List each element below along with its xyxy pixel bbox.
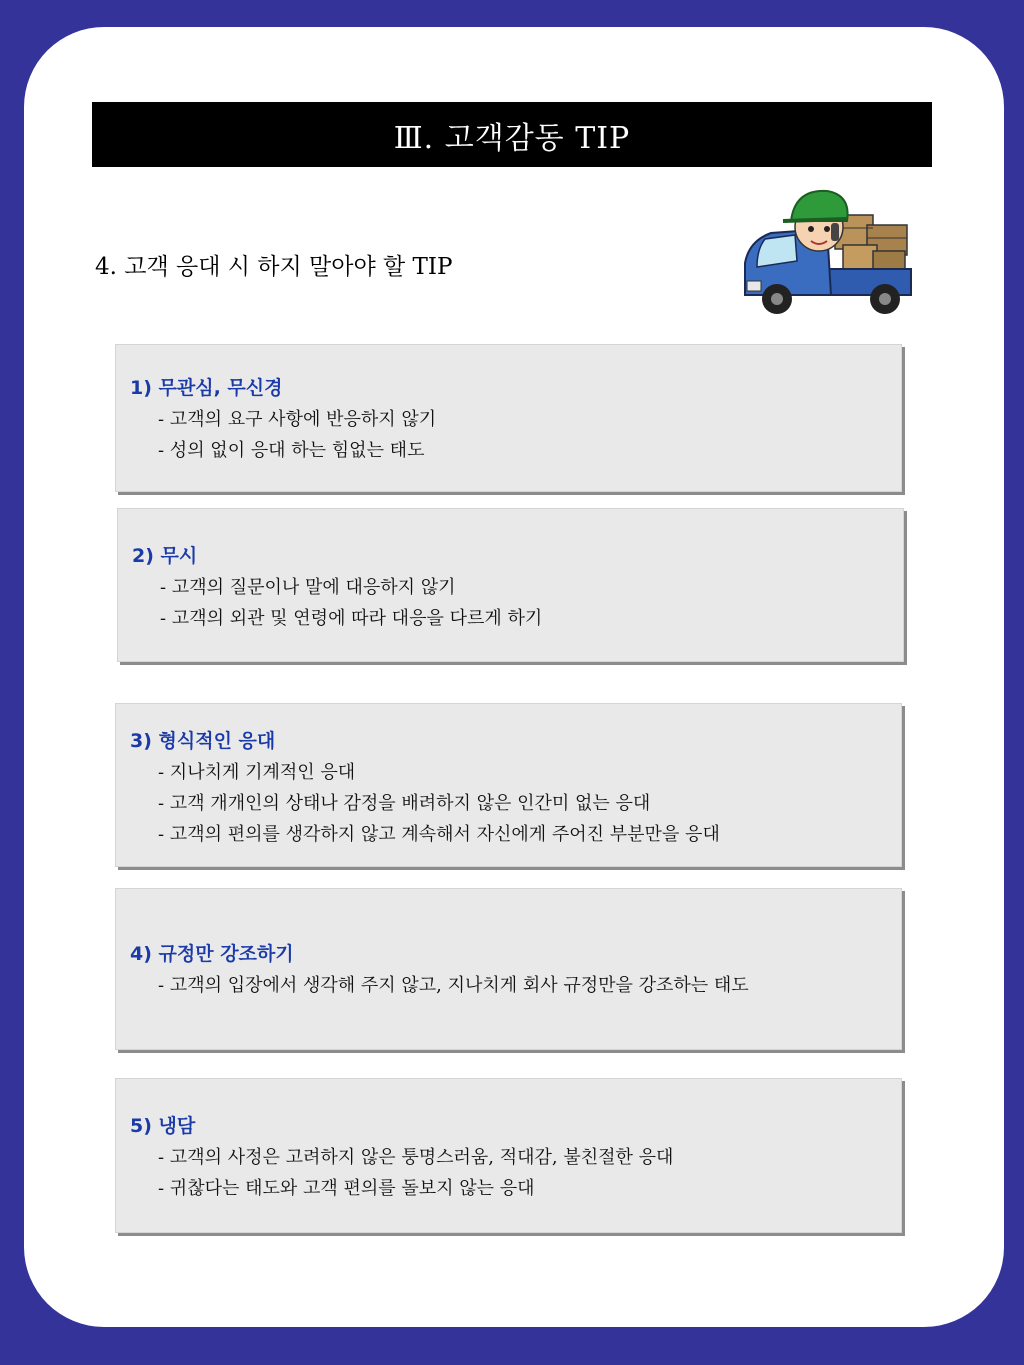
section-title: 4. 고객 응대 시 하지 말아야 할 TIP xyxy=(95,254,453,280)
title-bar xyxy=(92,102,932,167)
tip-line: - 지나치게 기계적인 응대 xyxy=(158,762,356,783)
tip-heading: 3) 형식적인 응대 xyxy=(130,730,276,752)
tip-box-5 xyxy=(115,1078,902,1233)
tip-line: - 고객의 편의를 생각하지 않고 계속해서 자신에게 주어진 부분만을 응대 xyxy=(158,824,720,845)
tip-box-1 xyxy=(115,344,902,492)
tip-heading: 1) 무관심, 무신경 xyxy=(130,377,283,399)
tip-line: - 성의 없이 응대 하는 힘없는 태도 xyxy=(158,440,425,461)
tip-line: - 고객의 질문이나 말에 대응하지 않기 xyxy=(160,577,456,598)
tip-heading: 5) 냉담 xyxy=(130,1115,196,1137)
tip-box-4 xyxy=(115,888,902,1050)
tip-box-2 xyxy=(117,508,904,662)
tip-line: - 고객의 요구 사항에 반응하지 않기 xyxy=(158,409,437,430)
tip-line: - 귀찮다는 태도와 고객 편의를 돌보지 않는 응대 xyxy=(158,1178,535,1199)
page-title: Ⅲ. 고객감동 TIP xyxy=(393,120,631,156)
tip-heading: 2) 무시 xyxy=(132,545,198,567)
tip-line: - 고객의 입장에서 생각해 주지 않고, 지나치게 회사 규정만을 강조하는 태도 xyxy=(158,975,749,996)
tip-line: - 고객 개개인의 상태나 감정을 배려하지 않은 인간미 없는 응대 xyxy=(158,793,651,814)
tip-box-3 xyxy=(115,703,902,867)
delivery-truck-illustration xyxy=(735,183,915,318)
tip-line: - 고객의 외관 및 연령에 따라 대응을 다르게 하기 xyxy=(160,608,543,629)
tip-line: - 고객의 사정은 고려하지 않은 퉁명스러움, 적대감, 불친절한 응대 xyxy=(158,1147,674,1168)
tip-heading: 4) 규정만 강조하기 xyxy=(130,943,294,965)
